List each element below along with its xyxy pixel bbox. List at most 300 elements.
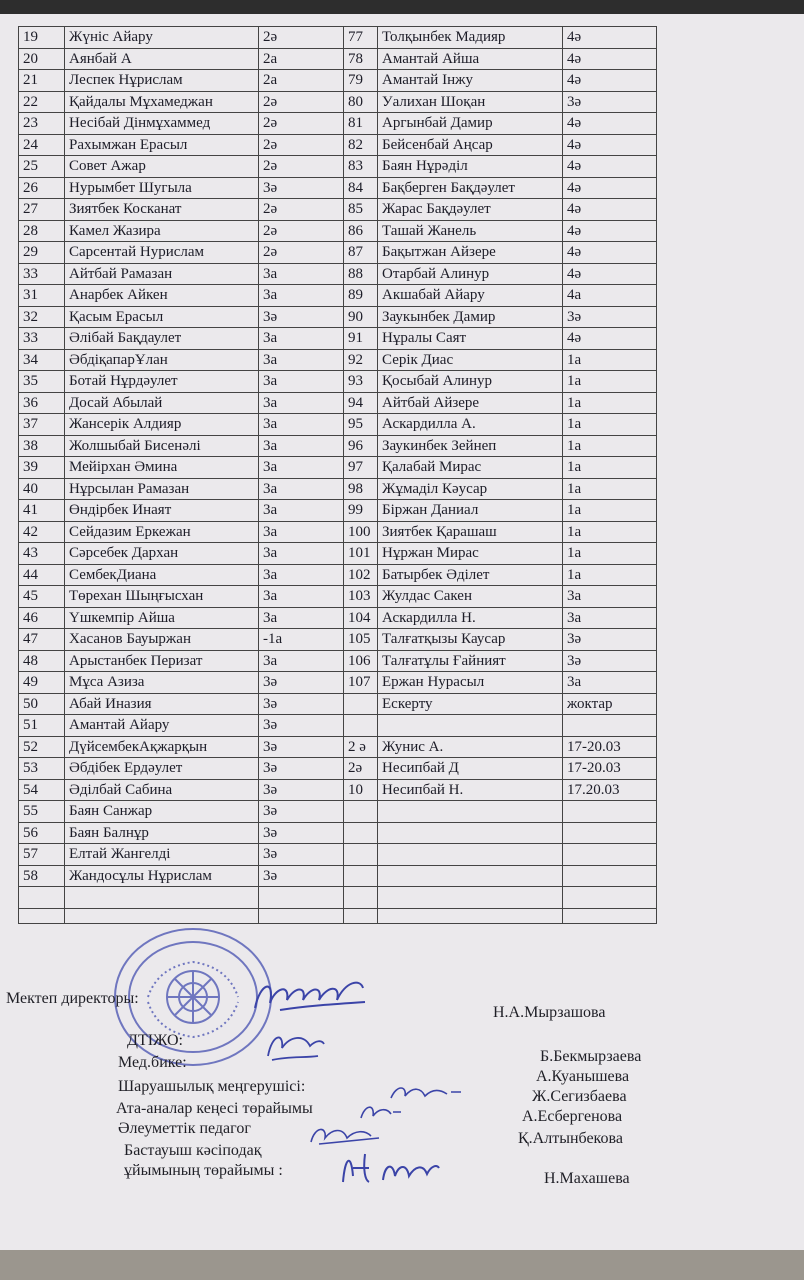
student-number-cell xyxy=(344,822,378,844)
student-class-cell: 3а xyxy=(259,457,344,479)
student-class-cell: 1а xyxy=(563,500,657,522)
student-class-cell: 3ә xyxy=(259,844,344,866)
student-number-cell: 34 xyxy=(19,349,65,371)
student-name-cell: Заукинбек Зейнеп xyxy=(378,435,563,457)
table-row xyxy=(19,607,657,629)
director-label: Мектеп директоры: xyxy=(6,990,139,1007)
student-number-cell: 23 xyxy=(19,113,65,135)
parents-council-label: Ата-аналар кеңесі төрайымы xyxy=(116,1100,313,1117)
student-number-cell xyxy=(344,865,378,887)
student-class-cell: 1а xyxy=(563,478,657,500)
student-name-cell: Баян Нұрәділ xyxy=(378,156,563,178)
student-class-cell: 4ә xyxy=(563,328,657,350)
student-number-cell: 35 xyxy=(19,371,65,393)
director-signature xyxy=(245,968,375,1018)
table-row xyxy=(19,801,657,823)
student-number-cell xyxy=(344,887,378,909)
student-class-cell: 1а xyxy=(563,371,657,393)
student-number-cell: 84 xyxy=(344,177,378,199)
student-class-cell: 1а xyxy=(563,543,657,565)
table-row xyxy=(19,70,657,92)
table-row xyxy=(19,263,657,285)
student-number-cell: 88 xyxy=(344,263,378,285)
student-number-cell: 48 xyxy=(19,650,65,672)
student-name-cell: Сейдазим Еркежан xyxy=(65,521,259,543)
student-number-cell: 25 xyxy=(19,156,65,178)
table-row xyxy=(19,27,657,49)
union-chair-name: Н.Махашева xyxy=(544,1170,630,1187)
student-number-cell xyxy=(344,801,378,823)
student-name-cell: Несипбай Д xyxy=(378,758,563,780)
student-name-cell: Хасанов Бауыржан xyxy=(65,629,259,651)
student-number-cell: 85 xyxy=(344,199,378,221)
student-name-cell: Бейсенбай Аңсар xyxy=(378,134,563,156)
student-name-cell: Зиятбек Қарашаш xyxy=(378,521,563,543)
student-number-cell xyxy=(19,908,65,923)
student-name-cell xyxy=(378,822,563,844)
student-name-cell: Нұржан Мирас xyxy=(378,543,563,565)
student-name-cell: ӘбдіқапарҰлан xyxy=(65,349,259,371)
student-number-cell: 22 xyxy=(19,91,65,113)
student-class-cell xyxy=(563,908,657,923)
student-class-cell: 4ә xyxy=(563,156,657,178)
student-number-cell: 80 xyxy=(344,91,378,113)
student-name-cell: Жұмаділ Кәусар xyxy=(378,478,563,500)
student-class-cell: 3а xyxy=(259,263,344,285)
student-number-cell: 101 xyxy=(344,543,378,565)
student-name-cell: Әділбай Сабина xyxy=(65,779,259,801)
table-row xyxy=(19,629,657,651)
table-row xyxy=(19,134,657,156)
student-class-cell: 1а xyxy=(563,521,657,543)
student-number-cell: 105 xyxy=(344,629,378,651)
student-name-cell: Заукынбек Дамир xyxy=(378,306,563,328)
student-class-cell: 3ә xyxy=(259,801,344,823)
student-name-cell: Қосыбай Алинур xyxy=(378,371,563,393)
student-name-cell: Зиятбек Косканат xyxy=(65,199,259,221)
student-class-cell: 4ә xyxy=(563,263,657,285)
student-number-cell: 45 xyxy=(19,586,65,608)
social-pedagogue-label: Әлеуметтік педагог xyxy=(118,1120,251,1137)
student-number-cell: 93 xyxy=(344,371,378,393)
student-number-cell: 58 xyxy=(19,865,65,887)
student-name-cell: Толқынбек Мадияр xyxy=(378,27,563,49)
student-class-cell: 4ә xyxy=(563,177,657,199)
student-name-cell xyxy=(378,844,563,866)
student-class-cell: 1а xyxy=(563,564,657,586)
student-name-cell xyxy=(378,865,563,887)
student-number-cell: 33 xyxy=(19,263,65,285)
student-name-cell: Айтбай Рамазан xyxy=(65,263,259,285)
student-name-cell: Абай Иназия xyxy=(65,693,259,715)
table-row xyxy=(19,156,657,178)
student-class-cell: 4ә xyxy=(563,242,657,264)
student-number-cell: 46 xyxy=(19,607,65,629)
student-class-cell: 3а xyxy=(259,564,344,586)
student-name-cell: Қасым Ерасыл xyxy=(65,306,259,328)
student-name-cell: Рахымжан Ерасыл xyxy=(65,134,259,156)
student-class-cell: 3ә xyxy=(259,822,344,844)
student-name-cell: Әлібай Бақдаулет xyxy=(65,328,259,350)
dtizho-name: Б.Бекмырзаева xyxy=(540,1048,642,1065)
student-class-cell: 4ә xyxy=(563,70,657,92)
parents-council-name: А.Есбергенова xyxy=(522,1108,623,1125)
student-number-cell: 86 xyxy=(344,220,378,242)
student-class-cell: 3ә xyxy=(259,865,344,887)
student-class-cell: 3ә xyxy=(259,177,344,199)
table-row xyxy=(19,177,657,199)
student-list-body xyxy=(19,27,657,924)
student-class-cell: 3ә xyxy=(259,736,344,758)
student-name-cell: Ташай Жанель xyxy=(378,220,563,242)
student-number-cell: 90 xyxy=(344,306,378,328)
student-number-cell: 36 xyxy=(19,392,65,414)
student-class-cell: 3а xyxy=(259,371,344,393)
student-name-cell: Амантай Інжу xyxy=(378,70,563,92)
table-row xyxy=(19,285,657,307)
student-name-cell: Баян Балнұр xyxy=(65,822,259,844)
student-name-cell: Талғатұлы Ғайният xyxy=(378,650,563,672)
student-name-cell: Жандосұлы Нұрислам xyxy=(65,865,259,887)
director-name: Н.А.Мырзашова xyxy=(493,1004,606,1021)
background-edge-top xyxy=(0,0,804,14)
student-number-cell: 50 xyxy=(19,693,65,715)
union-label-line2: ұйымының төрайымы : xyxy=(124,1162,283,1179)
student-class-cell: 3ә xyxy=(259,693,344,715)
student-name-cell: Ескерту xyxy=(378,693,563,715)
student-class-cell xyxy=(563,801,657,823)
table-row xyxy=(19,865,657,887)
student-name-cell: Жунис А. xyxy=(378,736,563,758)
student-number-cell: 32 xyxy=(19,306,65,328)
student-number-cell: 53 xyxy=(19,758,65,780)
student-name-cell xyxy=(65,908,259,923)
student-name-cell: Үшкемпір Айша xyxy=(65,607,259,629)
student-number-cell xyxy=(344,693,378,715)
student-class-cell: 3а xyxy=(259,414,344,436)
student-class-cell: 3а xyxy=(259,285,344,307)
student-name-cell: Сарсентай Нурислам xyxy=(65,242,259,264)
household-label: Шаруашылық меңгерушісі: xyxy=(118,1078,306,1095)
table-row xyxy=(19,887,657,909)
student-name-cell: Біржан Даниал xyxy=(378,500,563,522)
student-name-cell: Мейірхан Әмина xyxy=(65,457,259,479)
table-row xyxy=(19,435,657,457)
student-class-cell: 1а xyxy=(563,414,657,436)
student-number-cell: 79 xyxy=(344,70,378,92)
student-class-cell: 3а xyxy=(259,586,344,608)
social-pedagogue-name: Қ.Алтынбекова xyxy=(518,1130,623,1147)
student-name-cell: Леспек Нұрислам xyxy=(65,70,259,92)
student-class-cell: 4ә xyxy=(563,199,657,221)
student-number-cell: 87 xyxy=(344,242,378,264)
student-number-cell: 21 xyxy=(19,70,65,92)
student-name-cell: Жарас Бақдәулет xyxy=(378,199,563,221)
student-class-cell: 17-20.03 xyxy=(563,758,657,780)
student-name-cell: Өндірбек Инаят xyxy=(65,500,259,522)
student-class-cell: 4ә xyxy=(563,48,657,70)
student-class-cell: 2ә xyxy=(259,156,344,178)
student-name-cell: Аянбай А xyxy=(65,48,259,70)
student-class-cell: -1а xyxy=(259,629,344,651)
student-name-cell: Несібай Дінмұхаммед xyxy=(65,113,259,135)
student-class-cell: 4а xyxy=(563,285,657,307)
student-number-cell: 19 xyxy=(19,27,65,49)
student-number-cell: 104 xyxy=(344,607,378,629)
table-row xyxy=(19,91,657,113)
student-class-cell: 1а xyxy=(563,435,657,457)
table-row xyxy=(19,306,657,328)
student-name-cell: Несипбай Н. xyxy=(378,779,563,801)
student-class-cell: 3а xyxy=(259,521,344,543)
student-name-cell: ДүйсембекАқжарқын xyxy=(65,736,259,758)
table-row xyxy=(19,113,657,135)
student-name-cell: Қайдалы Мұхамеджан xyxy=(65,91,259,113)
student-number-cell: 49 xyxy=(19,672,65,694)
student-number-cell: 94 xyxy=(344,392,378,414)
table-row xyxy=(19,650,657,672)
student-name-cell xyxy=(378,887,563,909)
student-class-cell: 3а xyxy=(259,543,344,565)
student-class-cell xyxy=(259,887,344,909)
student-class-cell: 2ә xyxy=(259,220,344,242)
table-row xyxy=(19,457,657,479)
student-number-cell: 77 xyxy=(344,27,378,49)
student-number-cell: 82 xyxy=(344,134,378,156)
student-class-cell xyxy=(563,822,657,844)
student-name-cell: Досай Абылай xyxy=(65,392,259,414)
student-name-cell: Мұса Азиза xyxy=(65,672,259,694)
student-name-cell: Акшабай Айару xyxy=(378,285,563,307)
student-class-cell: 2ә xyxy=(259,27,344,49)
student-number-cell: 39 xyxy=(19,457,65,479)
student-name-cell: Аргынбай Дамир xyxy=(378,113,563,135)
student-class-cell xyxy=(563,844,657,866)
table-row xyxy=(19,908,657,923)
student-number-cell: 2ә xyxy=(344,758,378,780)
table-row xyxy=(19,349,657,371)
student-number-cell: 97 xyxy=(344,457,378,479)
table-row xyxy=(19,564,657,586)
student-name-cell: Нұрсылан Рамазан xyxy=(65,478,259,500)
table-row xyxy=(19,736,657,758)
student-class-cell: 3а xyxy=(563,586,657,608)
student-class-cell: 3ә xyxy=(563,629,657,651)
student-class-cell: 3ә xyxy=(563,650,657,672)
student-name-cell xyxy=(65,887,259,909)
union-chair-signature xyxy=(335,1146,445,1190)
student-number-cell xyxy=(19,887,65,909)
table-row xyxy=(19,220,657,242)
student-number-cell: 40 xyxy=(19,478,65,500)
student-class-cell: 2ә xyxy=(259,134,344,156)
student-number-cell: 95 xyxy=(344,414,378,436)
student-number-cell: 56 xyxy=(19,822,65,844)
student-number-cell: 41 xyxy=(19,500,65,522)
student-class-cell: 1а xyxy=(563,349,657,371)
student-class-cell: 3ә xyxy=(563,306,657,328)
student-class-cell: 3ә xyxy=(259,779,344,801)
student-class-cell: 2а xyxy=(259,70,344,92)
student-name-cell xyxy=(378,908,563,923)
student-name-cell xyxy=(378,801,563,823)
table-row xyxy=(19,48,657,70)
student-number-cell: 83 xyxy=(344,156,378,178)
student-class-cell: 17-20.03 xyxy=(563,736,657,758)
student-number-cell: 91 xyxy=(344,328,378,350)
student-class-cell: 3а xyxy=(259,650,344,672)
student-class-cell: 2ә xyxy=(259,91,344,113)
nurse-name: А.Куанышева xyxy=(536,1068,630,1085)
student-number-cell: 43 xyxy=(19,543,65,565)
student-number-cell: 33 xyxy=(19,328,65,350)
student-name-cell: Бақберген Бақдәулет xyxy=(378,177,563,199)
student-class-cell: 3а xyxy=(259,500,344,522)
nurse-label: Мед.бике: xyxy=(118,1054,187,1071)
student-number-cell xyxy=(344,715,378,737)
student-class-cell xyxy=(563,887,657,909)
student-list-table xyxy=(18,26,657,924)
table-row xyxy=(19,586,657,608)
student-name-cell: Анарбек Айкен xyxy=(65,285,259,307)
student-class-cell: 3а xyxy=(259,328,344,350)
student-class-cell: 17.20.03 xyxy=(563,779,657,801)
student-class-cell: 3ә xyxy=(563,91,657,113)
student-class-cell: 4ә xyxy=(563,134,657,156)
student-number-cell: 57 xyxy=(19,844,65,866)
student-class-cell: 2ә xyxy=(259,242,344,264)
student-class-cell: 3а xyxy=(259,349,344,371)
student-name-cell: Ержан Нурасыл xyxy=(378,672,563,694)
student-class-cell: 3ә xyxy=(259,306,344,328)
household-name: Ж.Сегизбаева xyxy=(532,1088,627,1105)
student-class-cell: 3а xyxy=(259,478,344,500)
student-number-cell xyxy=(344,844,378,866)
student-class-cell: 1а xyxy=(563,392,657,414)
student-name-cell: Амантай Айару xyxy=(65,715,259,737)
student-number-cell: 89 xyxy=(344,285,378,307)
dtizho-label: ДТІЖО: xyxy=(127,1032,183,1049)
student-class-cell: 3а xyxy=(259,392,344,414)
table-row xyxy=(19,543,657,565)
student-name-cell: Отарбай Алинур xyxy=(378,263,563,285)
student-name-cell: Арыстанбек Перизат xyxy=(65,650,259,672)
student-number-cell: 107 xyxy=(344,672,378,694)
student-class-cell: 3ә xyxy=(259,715,344,737)
student-number-cell: 96 xyxy=(344,435,378,457)
table-row xyxy=(19,693,657,715)
dtizho-signature xyxy=(260,1026,330,1066)
student-name-cell: Аскардилла Н. xyxy=(378,607,563,629)
student-number-cell: 28 xyxy=(19,220,65,242)
student-name-cell: Нурымбет Шугыла xyxy=(65,177,259,199)
table-row xyxy=(19,199,657,221)
student-name-cell: Қалабай Мирас xyxy=(378,457,563,479)
student-number-cell: 99 xyxy=(344,500,378,522)
student-name-cell: Сәрсебек Дархан xyxy=(65,543,259,565)
student-class-cell: 4ә xyxy=(563,113,657,135)
student-class-cell: 3ә xyxy=(259,672,344,694)
student-name-cell: Жулдас Сакен xyxy=(378,586,563,608)
table-row xyxy=(19,844,657,866)
table-row xyxy=(19,328,657,350)
student-number-cell: 42 xyxy=(19,521,65,543)
union-label-line1: Бастауыш кәсіподақ xyxy=(124,1142,262,1159)
student-number-cell: 106 xyxy=(344,650,378,672)
student-name-cell: Совет Ажар xyxy=(65,156,259,178)
student-number-cell: 100 xyxy=(344,521,378,543)
table-row xyxy=(19,521,657,543)
student-number-cell: 54 xyxy=(19,779,65,801)
student-name-cell xyxy=(378,715,563,737)
student-number-cell: 92 xyxy=(344,349,378,371)
student-class-cell: 2ә xyxy=(259,199,344,221)
student-number-cell: 2 ә xyxy=(344,736,378,758)
student-name-cell: Аскардилла А. xyxy=(378,414,563,436)
student-class-cell: жоктар xyxy=(563,693,657,715)
student-number-cell: 51 xyxy=(19,715,65,737)
student-class-cell: 3а xyxy=(563,607,657,629)
student-name-cell: СембекДиана xyxy=(65,564,259,586)
table-row xyxy=(19,715,657,737)
student-class-cell: 3ә xyxy=(259,758,344,780)
student-number-cell: 10 xyxy=(344,779,378,801)
student-name-cell: Уалихан Шоқан xyxy=(378,91,563,113)
student-name-cell: Жолшыбай Бисенәлі xyxy=(65,435,259,457)
student-name-cell: Жансерік Алдияр xyxy=(65,414,259,436)
student-name-cell: Әбдібек Ердәулет xyxy=(65,758,259,780)
student-name-cell: Серік Диас xyxy=(378,349,563,371)
student-number-cell: 20 xyxy=(19,48,65,70)
student-name-cell: Бақытжан Айзере xyxy=(378,242,563,264)
student-number-cell: 26 xyxy=(19,177,65,199)
student-name-cell: Баян Санжар xyxy=(65,801,259,823)
student-class-cell xyxy=(259,908,344,923)
table-row xyxy=(19,672,657,694)
student-number-cell: 37 xyxy=(19,414,65,436)
student-name-cell: Амантай Айша xyxy=(378,48,563,70)
student-number-cell: 103 xyxy=(344,586,378,608)
student-number-cell: 47 xyxy=(19,629,65,651)
student-number-cell: 24 xyxy=(19,134,65,156)
table-row xyxy=(19,779,657,801)
student-number-cell: 81 xyxy=(344,113,378,135)
student-class-cell: 3а xyxy=(259,435,344,457)
background-surface xyxy=(0,1250,804,1280)
student-class-cell: 2а xyxy=(259,48,344,70)
student-class-cell: 3а xyxy=(563,672,657,694)
student-number-cell: 29 xyxy=(19,242,65,264)
student-name-cell: Төрехан Шыңғысхан xyxy=(65,586,259,608)
table-row xyxy=(19,392,657,414)
student-number-cell: 44 xyxy=(19,564,65,586)
student-name-cell: Елтай Жангелді xyxy=(65,844,259,866)
student-class-cell: 2ә xyxy=(259,113,344,135)
student-number-cell: 55 xyxy=(19,801,65,823)
student-name-cell: Камел Жазира xyxy=(65,220,259,242)
table-row xyxy=(19,242,657,264)
student-class-cell xyxy=(563,865,657,887)
student-number-cell: 98 xyxy=(344,478,378,500)
table-row xyxy=(19,500,657,522)
student-name-cell: Жүніс Айару xyxy=(65,27,259,49)
student-number-cell: 27 xyxy=(19,199,65,221)
student-number-cell: 31 xyxy=(19,285,65,307)
signatures-block xyxy=(0,940,804,1240)
table-row xyxy=(19,758,657,780)
table-row xyxy=(19,371,657,393)
student-name-cell: Нұралы Саят xyxy=(378,328,563,350)
